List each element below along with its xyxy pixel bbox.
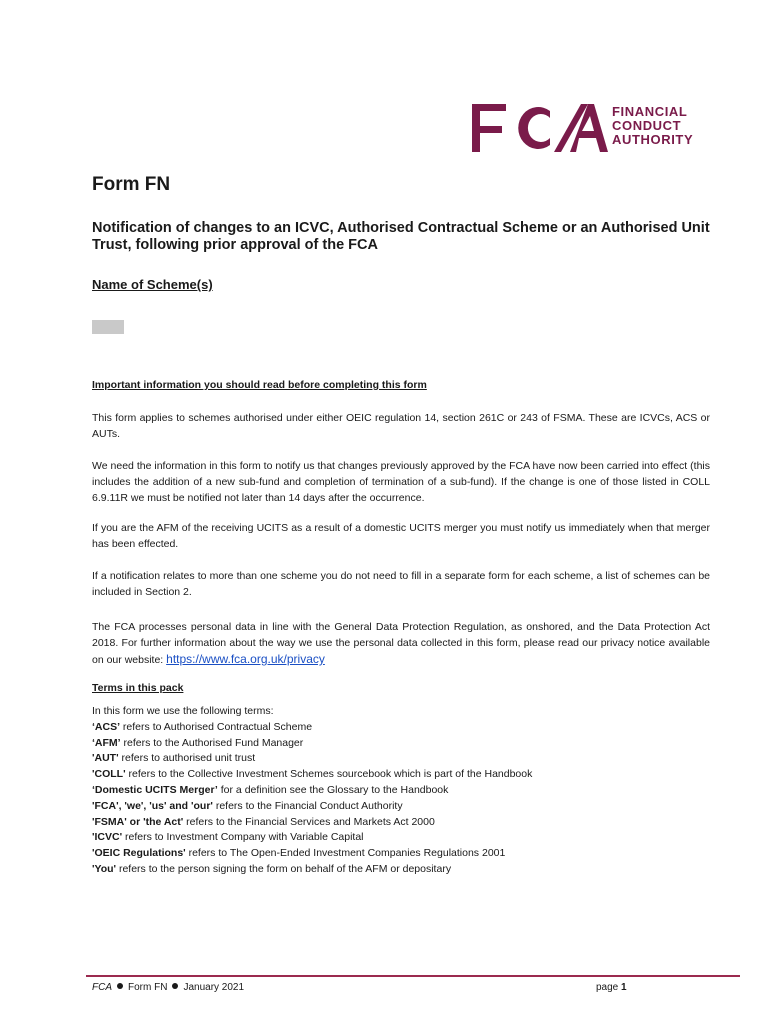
- page-subtitle: Notification of changes to an ICVC, Authorised Contractual Scheme or an Authorised Unit Trust, following prior approval of the FCA: [92, 220, 710, 253]
- term-definition: refers to the Financial Services and Markets Act 2000: [183, 815, 435, 828]
- term-label: ‘ACS’: [92, 720, 121, 733]
- fca-logo-mark: [470, 100, 610, 156]
- term-label: 'FCA', 'we', 'us' and 'our': [92, 799, 213, 812]
- term-definition: refers to Investment Company with Variable Capital: [122, 831, 364, 844]
- scheme-name-heading: Name of Scheme(s): [92, 277, 213, 292]
- paragraph-multiple-schemes: If a notification relates to more than one scheme you do not need to fill in a separate form for each scheme, a list of schemes can be included in Section 2.: [92, 570, 710, 598]
- term-item: [92, 750, 532, 766]
- term-label: ‘Domestic UCITS Merger’: [92, 783, 218, 796]
- footer-document-info: [92, 982, 244, 993]
- term-item: [92, 798, 532, 814]
- term-label: 'FSMA' or 'the Act': [92, 815, 184, 828]
- paragraph-notification-purpose: We need the information in this form to notify us that changes previously approved by the FCA have now been carried into effect (this includes the addition of a new sub-fund and completion of termination of a sub-fund). If the change is one of those listed in COLL 6.9.11R we must be notified not later than 14 days after the occurrence.: [92, 460, 710, 504]
- footer-date: January 2021: [183, 982, 245, 993]
- term-item: [92, 719, 532, 735]
- terms-list: [92, 703, 532, 877]
- term-item: [92, 735, 532, 751]
- bullet-icon: [172, 983, 178, 989]
- term-definition: refers to the person signing the form on behalf of the AFM or depositary: [116, 862, 452, 875]
- term-definition: refers to The Open-Ended Investment Companies Regulations 2001: [185, 847, 506, 860]
- footer-org: FCA: [92, 982, 112, 993]
- term-item: [92, 829, 532, 845]
- logo-word-financial: FINANCIAL: [612, 104, 688, 119]
- bullet-icon: [117, 983, 123, 989]
- terms-heading: Terms in this pack: [92, 682, 184, 694]
- term-item: [92, 845, 532, 861]
- paragraph-scope: This form applies to schemes authorised under either OEIC regulation 14, section 261C or 243 of FSMA. These are ICVCs, ACS or AUTs.: [92, 412, 710, 440]
- scheme-name-input[interactable]: [92, 320, 124, 334]
- term-definition: refers to Authorised Contractual Scheme: [120, 720, 313, 733]
- logo-word-authority: AUTHORITY: [612, 132, 694, 147]
- term-label: 'AUT': [92, 752, 119, 765]
- footer-page-label: page: [596, 982, 619, 993]
- footer-form: Form FN: [128, 982, 168, 993]
- paragraph-data-protection: [92, 619, 710, 668]
- term-label: 'COLL': [92, 768, 126, 781]
- term-definition: refers to the Authorised Fund Manager: [120, 736, 304, 749]
- term-label: 'You': [92, 862, 117, 875]
- term-label: 'ICVC': [92, 831, 123, 844]
- term-item: [92, 861, 532, 877]
- data-protection-text: The FCA processes personal data in line with the General Data Protection Regulation, as onshored, and the Data Protection Act 2018. For further information about the way we use the personal data collected in this form, please read our privacy notice available on our website:: [92, 621, 710, 666]
- term-definition: refers to authorised unit trust: [118, 752, 256, 765]
- paragraph-ucits-merger: If you are the AFM of the receiving UCITS as a result of a domestic UCITS merger you must notify us immediately when that merger has been effected.: [92, 522, 710, 550]
- term-definition: for a definition see the Glossary to the Handbook: [217, 783, 449, 796]
- important-info-heading: Important information you should read before completing this form: [92, 379, 427, 391]
- page-title: Form FN: [92, 174, 171, 195]
- footer-page-number: 1: [621, 982, 627, 993]
- term-definition: refers to the Collective Investment Schemes sourcebook which is part of the Handbook: [125, 768, 533, 781]
- logo-word-conduct: CONDUCT: [612, 118, 682, 133]
- term-item: [92, 766, 532, 782]
- terms-intro: In this form we use the following terms:: [92, 705, 274, 717]
- footer-page: [596, 982, 627, 993]
- term-label: ‘AFM’: [92, 736, 121, 749]
- term-item: [92, 814, 532, 830]
- term-item: [92, 782, 532, 798]
- footer-divider: [86, 975, 740, 977]
- privacy-link[interactable]: https://www.fca.org.uk/privacy: [166, 652, 325, 666]
- term-label: 'OEIC Regulations': [92, 847, 186, 860]
- fca-logo: [470, 100, 694, 156]
- term-definition: refers to the Financial Conduct Authority: [212, 799, 403, 812]
